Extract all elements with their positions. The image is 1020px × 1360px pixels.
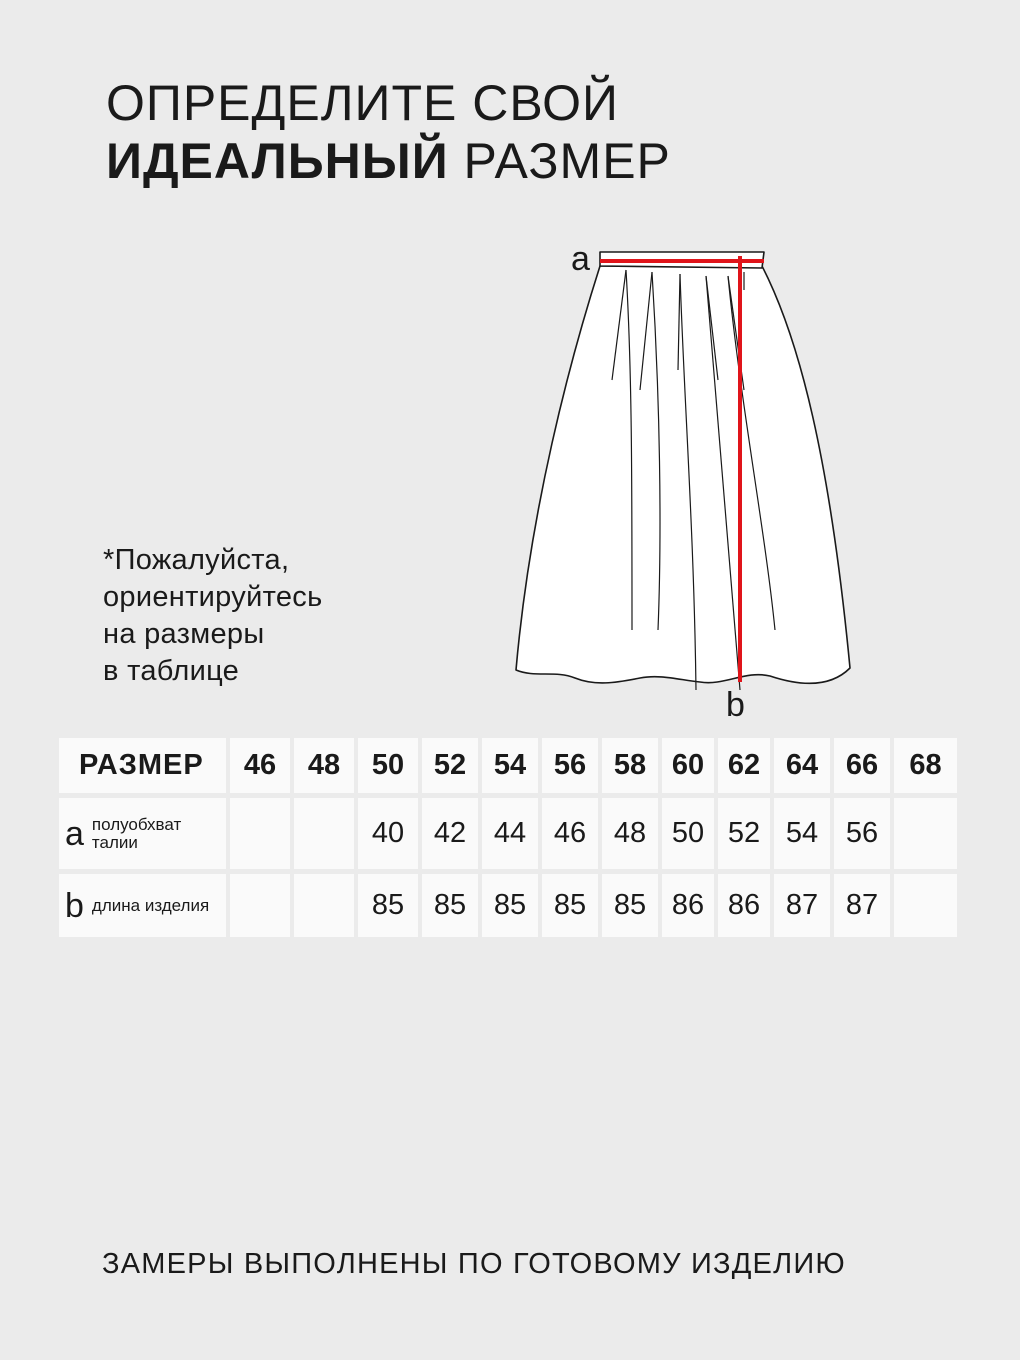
table-cell: 85 [602,874,658,937]
row-a-desc: полуобхват талии [91,814,182,852]
title-bold-word: ИДЕАЛЬНЫЙ [106,133,449,189]
note-line-2: ориентируйтесь [103,581,323,613]
size-note [103,542,322,690]
table-cell: 85 [542,874,598,937]
title-rest: РАЗМЕР [448,133,671,189]
size-48: 48 [294,738,354,793]
size-54: 54 [482,738,538,793]
table-cell: 48 [602,798,658,869]
size-52: 52 [422,738,478,793]
table-cell: 87 [834,874,890,937]
table-cell [294,798,354,869]
size-46: 46 [230,738,290,793]
footer-note: ЗАМЕРЫ ВЫПОЛНЕНЫ ПО ГОТОВОМУ ИЗДЕЛИЮ [102,1248,846,1280]
table-cell: 85 [482,874,538,937]
table-cell: 56 [834,798,890,869]
skirt-diagram [500,230,880,730]
page-title [106,74,671,190]
table-cell: 52 [718,798,770,869]
title-line-2 [106,132,671,190]
skirt-body [516,266,850,683]
size-60: 60 [662,738,714,793]
row-a-label [59,798,226,869]
row-b-desc: длина изделия [91,895,210,915]
table-cell: 42 [422,798,478,869]
size-62: 62 [718,738,770,793]
size-56: 56 [542,738,598,793]
size-58: 58 [602,738,658,793]
size-table [59,738,957,937]
table-cell: 44 [482,798,538,869]
note-line-4: в таблице [103,655,240,687]
table-cell: 54 [774,798,830,869]
table-cell: 50 [662,798,714,869]
table-cell [294,874,354,937]
note-line-3: на размеры [103,618,265,650]
size-64: 64 [774,738,830,793]
table-cell [894,798,957,869]
row-b-letter: b [65,886,84,925]
table-cell: 46 [542,798,598,869]
size-50: 50 [358,738,418,793]
table-cell: 86 [662,874,714,937]
row-a-letter: a [65,814,84,853]
table-cell: 85 [422,874,478,937]
note-line-1: *Пожалуйста, [103,544,290,576]
table-cell: 87 [774,874,830,937]
size-68: 68 [894,738,957,793]
table-cell [230,798,290,869]
table-cell [230,874,290,937]
diagram-label-b: b [726,686,745,724]
title-line-1: ОПРЕДЕЛИТЕ СВОЙ [106,75,619,131]
size-66: 66 [834,738,890,793]
diagram-label-a: a [571,240,590,278]
table-cell: 85 [358,874,418,937]
row-b-label [59,874,226,937]
table-cell [894,874,957,937]
table-cell: 86 [718,874,770,937]
table-cell: 40 [358,798,418,869]
header-label: РАЗМЕР [59,738,226,793]
